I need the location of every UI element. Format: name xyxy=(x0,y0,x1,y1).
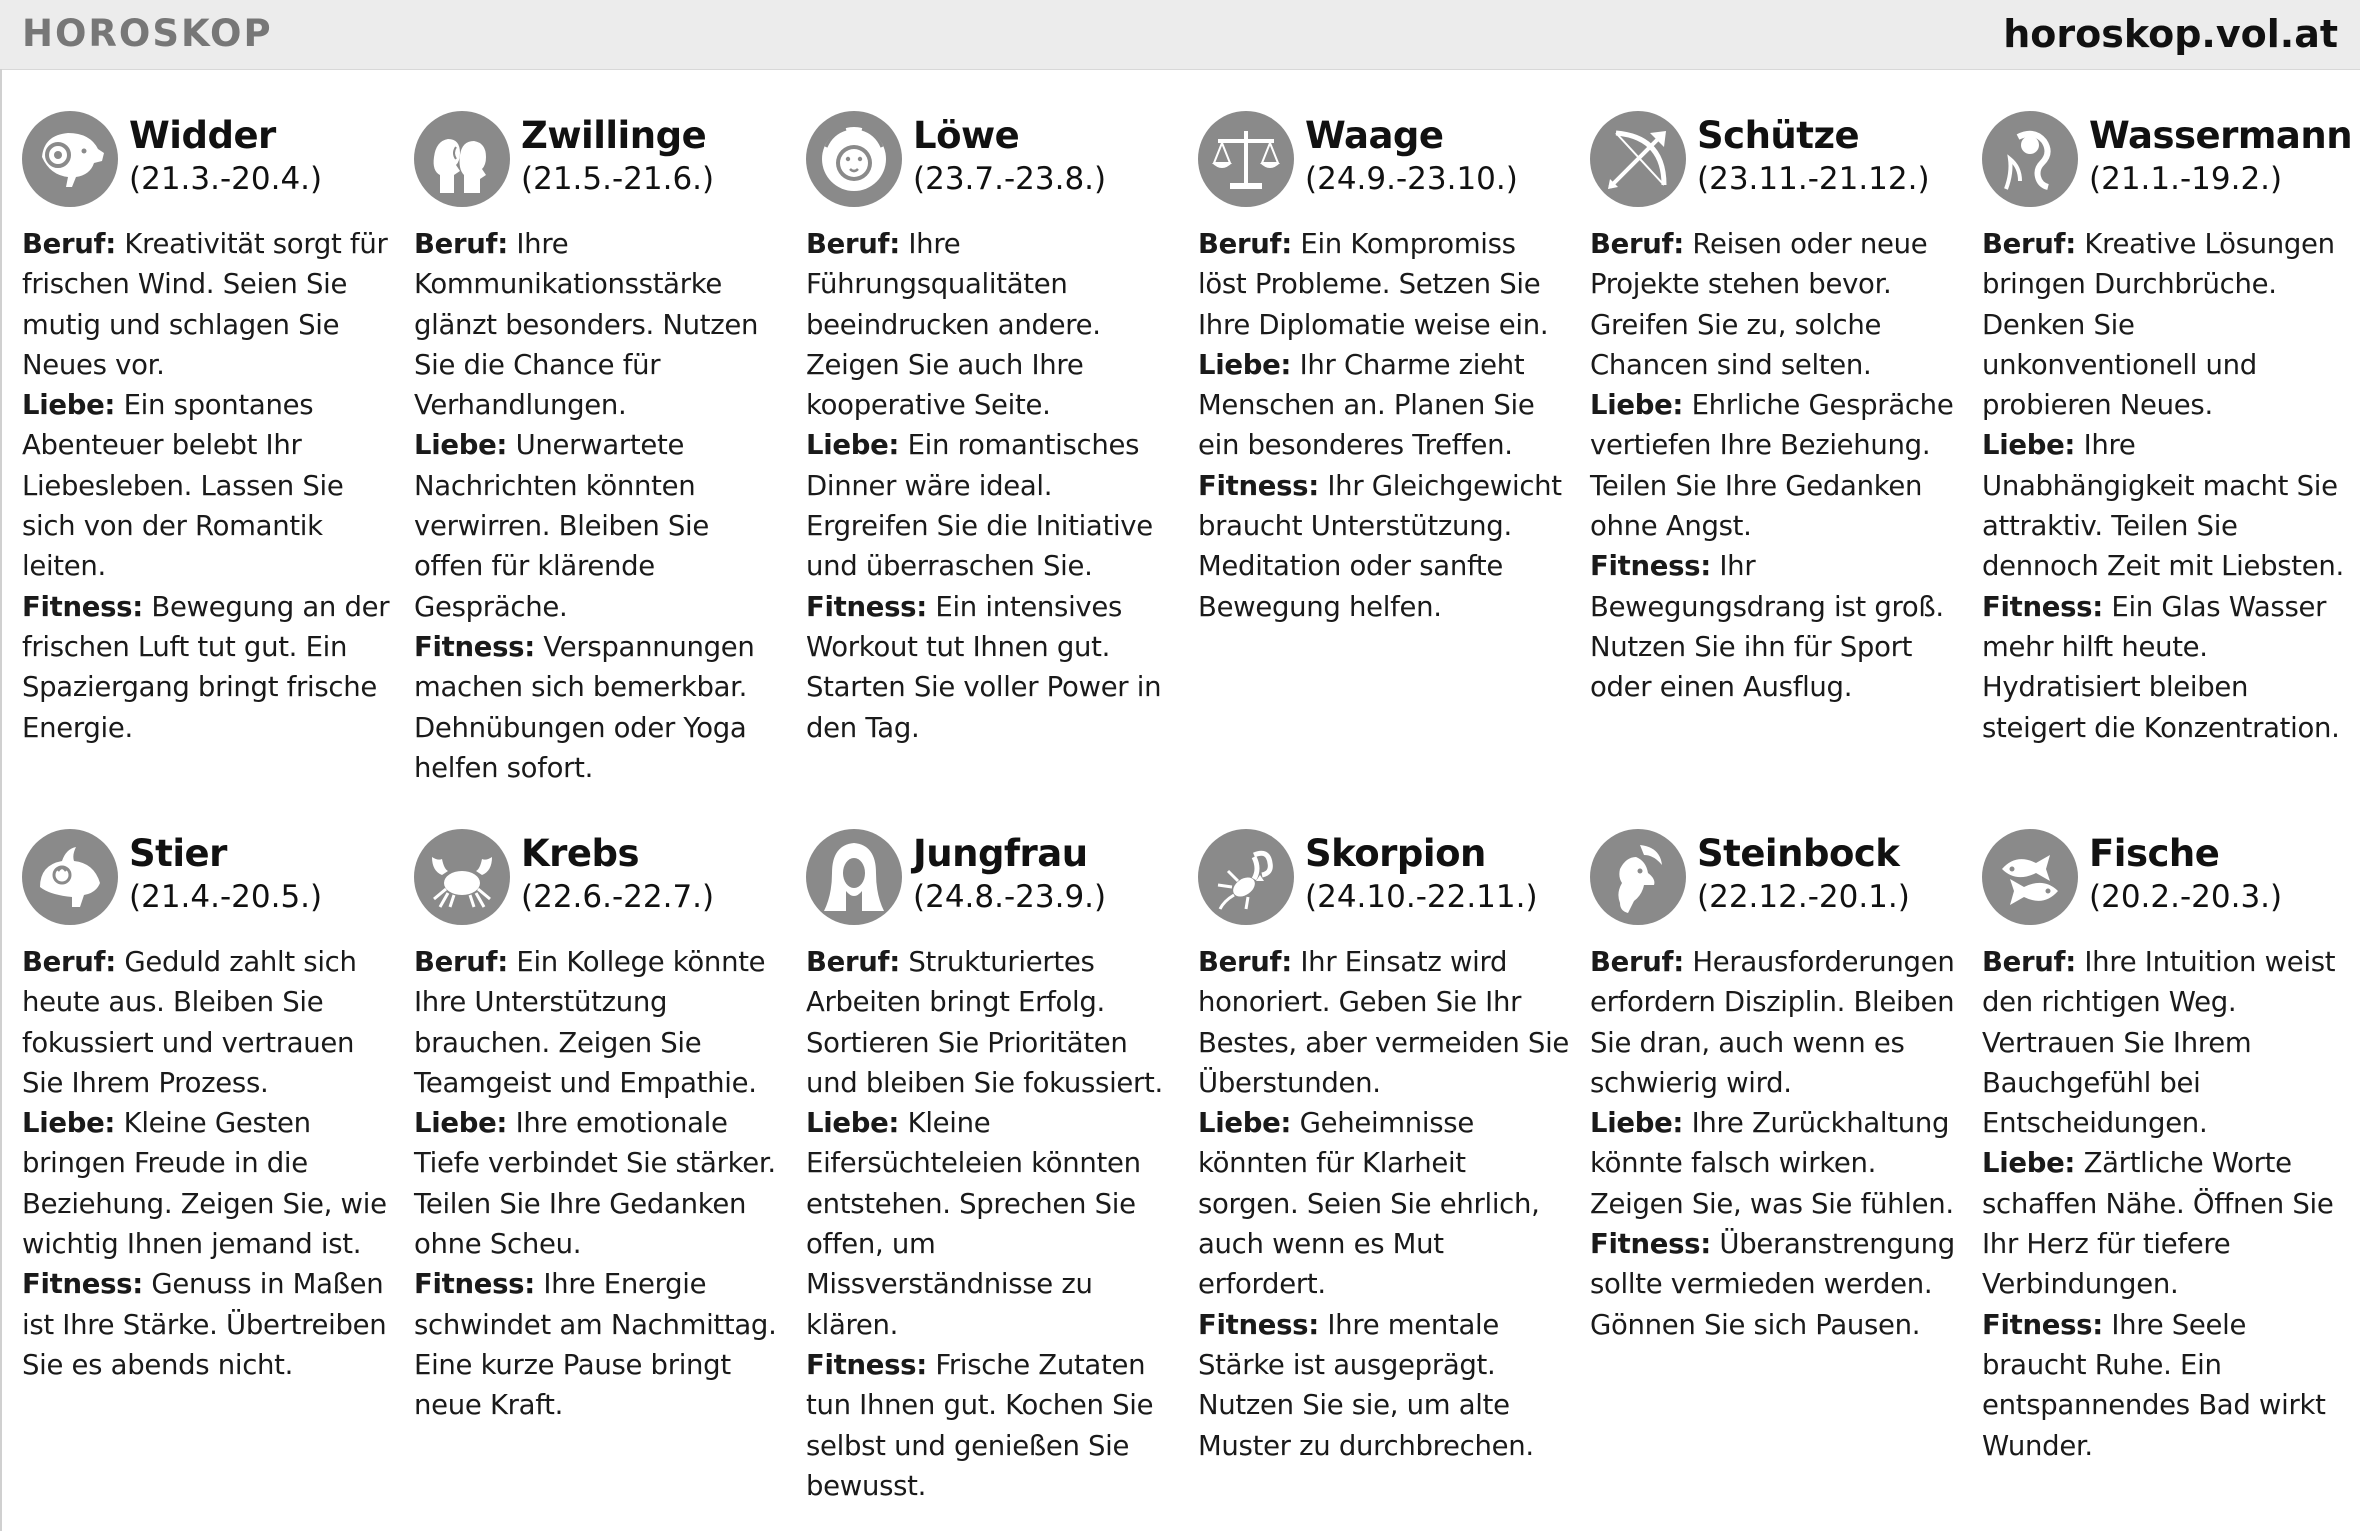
fitness-text: Überanstrengung sollte vermieden werden. Gönnen Sie sich Pausen. xyxy=(1590,1228,1955,1341)
sign-dates: (24.9.-23.10.) xyxy=(1305,161,1518,197)
sign-text xyxy=(1982,224,2354,748)
sign-dates: (21.1.-19.2.) xyxy=(2089,161,2283,197)
sign-krebs xyxy=(414,829,786,1529)
sign-text xyxy=(414,942,786,1426)
liebe-label: Liebe: xyxy=(22,1107,116,1140)
fitness-label: Fitness: xyxy=(1982,590,2103,623)
liebe-text: Ein romantisches Dinner wäre ideal. Ergreifen Sie die Initiative und überraschen Sie. xyxy=(806,429,1153,583)
page-header xyxy=(0,0,2360,70)
fitness-text: Ihre mentale Stärke ist ausgeprägt. Nutzen Sie sie, um alte Muster zu durchbrechen. xyxy=(1198,1308,1534,1462)
fitness-text: Bewegung an der frischen Luft tut gut. Ein Spaziergang bringt frische Energie. xyxy=(22,590,390,744)
scales-icon xyxy=(1198,111,1294,207)
sign-header xyxy=(1982,829,2354,937)
liebe-label: Liebe: xyxy=(806,1107,900,1140)
sign-skorpion xyxy=(1198,829,1570,1529)
liebe-label: Liebe: xyxy=(1590,1107,1684,1140)
sign-header xyxy=(22,111,394,219)
beruf-text: Ihr Einsatz wird honoriert. Geben Sie Ihr Bestes, aber vermeiden Sie Überstunden. xyxy=(1198,946,1570,1099)
sign-name: Schütze xyxy=(1697,114,1860,157)
fitness-label: Fitness: xyxy=(1590,550,1711,583)
sign-name: Stier xyxy=(129,832,227,875)
sign-text xyxy=(22,942,394,1385)
sign-header xyxy=(1982,111,2354,219)
twins-icon xyxy=(414,111,510,207)
beruf-text: Reisen oder neue Projekte stehen bevor. Greifen Sie zu, solche Chancen sind selten. xyxy=(1590,228,1928,381)
fitness-text: Verspannungen machen sich bemerkbar. Dehnübungen oder Yoga helfen sofort. xyxy=(414,630,755,784)
beruf-text: Ein Kompromiss löst Probleme. Setzen Sie Ihre Diplomatie weise ein. xyxy=(1198,228,1549,341)
beruf-label: Beruf: xyxy=(22,228,116,260)
sign-dates: (22.6.-22.7.) xyxy=(521,879,715,915)
archer-icon xyxy=(1590,111,1686,207)
beruf-label: Beruf: xyxy=(1590,228,1684,260)
sign-dates: (23.11.-21.12.) xyxy=(1697,161,1930,197)
maiden-icon xyxy=(806,829,902,925)
sign-dates: (21.5.-21.6.) xyxy=(521,161,715,197)
beruf-label: Beruf: xyxy=(1982,946,2076,978)
sign-text xyxy=(1590,942,1962,1345)
sign-name: Fische xyxy=(2089,832,2220,875)
beruf-text: Ein Kollege könnte Ihre Unterstützung brauchen. Zeigen Sie Teamgeist und Empathie. xyxy=(414,946,766,1099)
fitness-label: Fitness: xyxy=(22,590,143,623)
liebe-text: Ehrliche Gespräche vertiefen Ihre Beziehung. Teilen Sie Ihre Gedanken ohne Angst. xyxy=(1590,389,1954,543)
sign-name: Löwe xyxy=(913,114,1020,157)
liebe-text: Ihre Zurückhaltung könnte falsch wirken. Zeigen Sie, was Sie fühlen. xyxy=(1590,1107,1954,1220)
sign-text xyxy=(1198,224,1570,627)
sign-dates: (24.10.-22.11.) xyxy=(1305,879,1538,915)
goat-icon xyxy=(1590,829,1686,925)
sign-zwillinge xyxy=(414,111,786,811)
sign-dates: (21.3.-20.4.) xyxy=(129,161,323,197)
beruf-text: Herausforderungen erfordern Disziplin. Bleiben Sie dran, auch wenn es schwierig wird. xyxy=(1590,946,1955,1099)
sign-header xyxy=(806,829,1178,937)
liebe-label: Liebe: xyxy=(22,389,116,422)
fitness-label: Fitness: xyxy=(806,590,927,623)
sign-dates: (22.12.-20.1.) xyxy=(1697,879,1910,915)
sign-name: Krebs xyxy=(521,832,640,875)
beruf-text: Ihre Führungsqualitäten beeindrucken andere. Zeigen Sie auch Ihre kooperative Seite. xyxy=(806,228,1101,422)
liebe-label: Liebe: xyxy=(1590,389,1684,422)
fitness-text: Ihr Bewegungsdrang ist groß. Nutzen Sie ihn für Sport oder einen Ausflug. xyxy=(1590,550,1944,704)
beruf-label: Beruf: xyxy=(1590,946,1684,978)
sign-header xyxy=(806,111,1178,219)
ram-icon xyxy=(22,111,118,207)
beruf-text: Geduld zahlt sich heute aus. Bleiben Sie fokussiert und vertrauen Sie Ihrem Prozess. xyxy=(22,946,357,1099)
liebe-label: Liebe: xyxy=(1982,429,2076,462)
fitness-label: Fitness: xyxy=(1982,1308,2103,1341)
liebe-text: Kleine Gesten bringen Freude in die Beziehung. Zeigen Sie, wie wichtig Ihnen jemand ist. xyxy=(22,1107,387,1261)
sign-dates: (23.7.-23.8.) xyxy=(913,161,1107,197)
bull-icon xyxy=(22,829,118,925)
liebe-text: Unerwartete Nachrichten könnten verwirren. Bleiben Sie offen für klärende Gespräche. xyxy=(414,429,710,623)
sign-widder xyxy=(22,111,394,811)
sign-text xyxy=(414,224,786,788)
beruf-label: Beruf: xyxy=(1982,228,2076,260)
sign-header xyxy=(22,829,394,937)
beruf-text: Ihre Kommunikationsstärke glänzt besonders. Nutzen Sie die Chance für Verhandlungen. xyxy=(414,228,759,422)
sign-header xyxy=(414,829,786,937)
scorpion-icon xyxy=(1198,829,1294,925)
liebe-label: Liebe: xyxy=(414,1107,508,1140)
fitness-label: Fitness: xyxy=(414,630,535,663)
sign-text xyxy=(1590,224,1962,708)
liebe-text: Kleine Eifersüchteleien könnten entstehen. Sprechen Sie offen, um Missverständnisse zu klären. xyxy=(806,1107,1141,1341)
sign-name: Skorpion xyxy=(1305,832,1486,875)
sign-name: Jungfrau xyxy=(913,832,1088,875)
beruf-label: Beruf: xyxy=(1198,228,1292,260)
sign-dates: (20.2.-20.3.) xyxy=(2089,879,2283,915)
sign-name: Wassermann xyxy=(2089,114,2353,157)
sign-dates: (21.4.-20.5.) xyxy=(129,879,323,915)
liebe-text: Ihre Unabhängigkeit macht Sie attraktiv. Teilen Sie dennoch Zeit mit Liebsten. xyxy=(1982,429,2344,583)
sign-name: Waage xyxy=(1305,114,1444,157)
beruf-text: Kreative Lösungen bringen Durchbrüche. Denken Sie unkonventionell und probieren Neues. xyxy=(1982,228,2335,422)
sign-schuetze xyxy=(1590,111,1962,811)
beruf-label: Beruf: xyxy=(806,228,900,260)
sign-header xyxy=(1198,111,1570,219)
fitness-label: Fitness: xyxy=(414,1268,535,1301)
liebe-text: Geheimnisse könnten für Klarheit sorgen. Seien Sie ehrlich, auch wenn es Mut erfordert. xyxy=(1198,1107,1540,1301)
sign-fische xyxy=(1982,829,2354,1529)
liebe-label: Liebe: xyxy=(414,429,508,462)
fish-icon xyxy=(1982,829,2078,925)
fitness-label: Fitness: xyxy=(806,1348,927,1381)
water-bearer-icon xyxy=(1982,111,2078,207)
liebe-label: Liebe: xyxy=(1982,1147,2076,1180)
fitness-text: Genuss in Maßen ist Ihre Stärke. Übertreiben Sie es abends nicht. xyxy=(22,1268,387,1381)
beruf-label: Beruf: xyxy=(22,946,116,978)
horoscope-grid xyxy=(0,69,2360,1531)
beruf-label: Beruf: xyxy=(806,946,900,978)
sign-text xyxy=(806,942,1178,1506)
fitness-text: Ihre Energie schwindet am Nachmittag. Eine kurze Pause bringt neue Kraft. xyxy=(414,1268,777,1422)
sign-text xyxy=(1982,942,2354,1466)
sign-header xyxy=(1590,111,1962,219)
fitness-label: Fitness: xyxy=(1198,469,1319,502)
fitness-text: Ihre Seele braucht Ruhe. Ein entspannendes Bad wirkt Wunder. xyxy=(1982,1308,2326,1462)
sign-jungfrau xyxy=(806,829,1178,1529)
liebe-text: Zärtliche Worte schaffen Nähe. Öffnen Sie Ihr Herz für tiefere Verbindungen. xyxy=(1982,1147,2334,1301)
sign-text xyxy=(22,224,394,748)
sign-loewe xyxy=(806,111,1178,811)
liebe-text: Ihr Charme zieht Menschen an. Planen Sie ein besonderes Treffen. xyxy=(1198,348,1535,462)
beruf-text: Ihre Intuition weist den richtigen Weg. Vertrauen Sie Ihrem Bauchgefühl bei Entscheidungen. xyxy=(1982,946,2336,1140)
lion-icon xyxy=(806,111,902,207)
fitness-label: Fitness: xyxy=(22,1268,143,1301)
fitness-text: Frische Zutaten tun Ihnen gut. Kochen Sie selbst und genießen Sie bewusst. xyxy=(806,1348,1154,1502)
sign-waage xyxy=(1198,111,1570,811)
crab-icon xyxy=(414,829,510,925)
sign-text xyxy=(1198,942,1570,1466)
sign-text xyxy=(806,224,1178,748)
fitness-label: Fitness: xyxy=(1590,1228,1711,1261)
sign-name: Zwillinge xyxy=(521,114,707,157)
site-url[interactable]: horoskop.vol.at xyxy=(2003,12,2338,56)
liebe-label: Liebe: xyxy=(1198,348,1292,381)
beruf-text: Kreativität sorgt für frischen Wind. Seien Sie mutig und schlagen Sie Neues vor. xyxy=(22,228,388,381)
fitness-text: Ein Glas Wasser mehr hilft heute. Hydratisiert bleiben steigert die Konzentration. xyxy=(1982,590,2340,744)
sign-stier xyxy=(22,829,394,1529)
fitness-text: Ein intensives Workout tut Ihnen gut. Starten Sie voller Power in den Tag. xyxy=(806,590,1162,744)
liebe-label: Liebe: xyxy=(1198,1107,1292,1140)
beruf-label: Beruf: xyxy=(1198,946,1292,978)
sign-name: Steinbock xyxy=(1697,832,1900,875)
sign-header xyxy=(1590,829,1962,937)
beruf-label: Beruf: xyxy=(414,228,508,260)
sign-steinbock xyxy=(1590,829,1962,1529)
liebe-text: Ein spontanes Abenteuer belebt Ihr Liebesleben. Lassen Sie sich von der Romantik leiten. xyxy=(22,389,344,583)
liebe-text: Ihre emotionale Tiefe verbindet Sie stärker. Teilen Sie Ihre Gedanken ohne Scheu. xyxy=(414,1107,776,1261)
page-title: HOROSKOP xyxy=(22,12,273,55)
liebe-label: Liebe: xyxy=(806,429,900,462)
beruf-label: Beruf: xyxy=(414,946,508,978)
beruf-text: Strukturiertes Arbeiten bringt Erfolg. Sortieren Sie Prioritäten und bleiben Sie fokussiert. xyxy=(806,946,1163,1099)
sign-name: Widder xyxy=(129,114,276,157)
sign-wassermann xyxy=(1982,111,2354,811)
sign-header xyxy=(414,111,786,219)
fitness-text: Ihr Gleichgewicht braucht Unterstützung. Meditation oder sanfte Bewegung helfen. xyxy=(1198,469,1562,623)
sign-dates: (24.8.-23.9.) xyxy=(913,879,1107,915)
fitness-label: Fitness: xyxy=(1198,1308,1319,1341)
sign-header xyxy=(1198,829,1570,937)
